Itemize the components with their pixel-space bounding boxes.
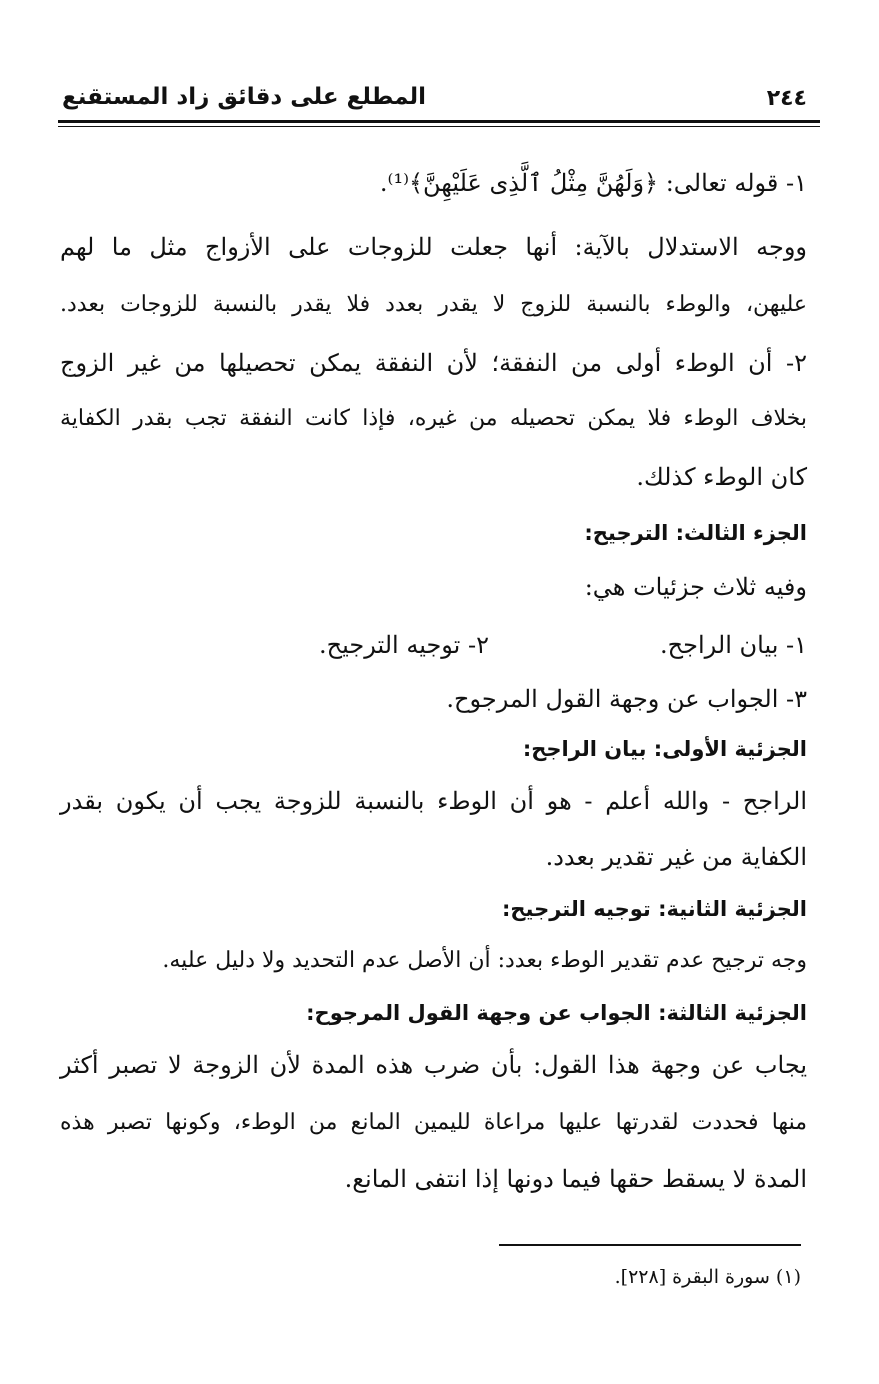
- page-number: ٢٤٤: [766, 86, 807, 111]
- text-line: المدة لا يسقط حقها فيما دونها إذا انتفى المانع.: [344, 1165, 807, 1193]
- text-line: ١- قوله تعالى: ﴿وَلَهُنَّ مِثْلُ ٱلَّذِى عَلَيْهِنَّ﴾⁽¹⁾.: [379, 169, 807, 197]
- text-line: منها فحددت لقدرتها عليها مراعاة لليمين المانع من الوطء، وكونها تصبر هذه: [60, 1110, 807, 1135]
- subsection-heading: الجزئية الثانية: توجيه الترجيح:: [502, 897, 807, 921]
- subsection-heading: الجزئية الثالثة: الجواب عن وجهة القول المرجوح:: [306, 1001, 807, 1025]
- header-rule-thick: [58, 120, 820, 123]
- running-title: المطلع على دقائق زاد المستقنع: [62, 84, 427, 110]
- text-line: كان الوطء كذلك.: [636, 463, 807, 491]
- text-line: الراجح - والله أعلم - هو أن الوطء بالنسبة للزوجة يجب أن يكون بقدر: [60, 787, 807, 815]
- text-line: عليهن، والوطء بالنسبة للزوج لا يقدر بعدد فلا يقدر بالنسبة للزوجات بعدد.: [60, 292, 807, 317]
- list-item: ١- بيان الراجح.: [660, 631, 807, 659]
- text-line: وجه ترجيح عدم تقدير الوطء بعدد: أن الأصل عدم التحديد ولا دليل عليه.: [162, 948, 807, 973]
- text-line: ٢- أن الوطء أولى من النفقة؛ لأن النفقة يمكن تحصيلها من غير الزوج: [60, 349, 807, 377]
- list-item: ٢- توجيه الترجيح.: [319, 631, 489, 659]
- text-line: وفيه ثلاث جزئيات هي:: [584, 573, 807, 601]
- text-line: يجاب عن وجهة هذا القول: بأن ضرب هذه المدة لأن الزوجة لا تصبر أكثر: [60, 1051, 808, 1079]
- header-rule-thin: [58, 126, 820, 127]
- footnote-rule: [499, 1244, 801, 1246]
- section-heading: الجزء الثالث: الترجيح:: [584, 521, 807, 545]
- list-item: ٣- الجواب عن وجهة القول المرجوح.: [446, 685, 807, 713]
- subsection-heading: الجزئية الأولى: بيان الراجح:: [522, 737, 807, 761]
- text-line: بخلاف الوطء فلا يمكن تحصيله من غيره، فإذا كانت النفقة تجب بقدر الكفاية: [60, 406, 807, 431]
- footnote: (١) سورة البقرة [٢٢٨].: [614, 1266, 801, 1288]
- text-line: الكفاية من غير تقدير بعدد.: [545, 843, 807, 871]
- text-line: ووجه الاستدلال بالآية: أنها جعلت للزوجات على الأزواج مثل ما لهم: [60, 233, 807, 261]
